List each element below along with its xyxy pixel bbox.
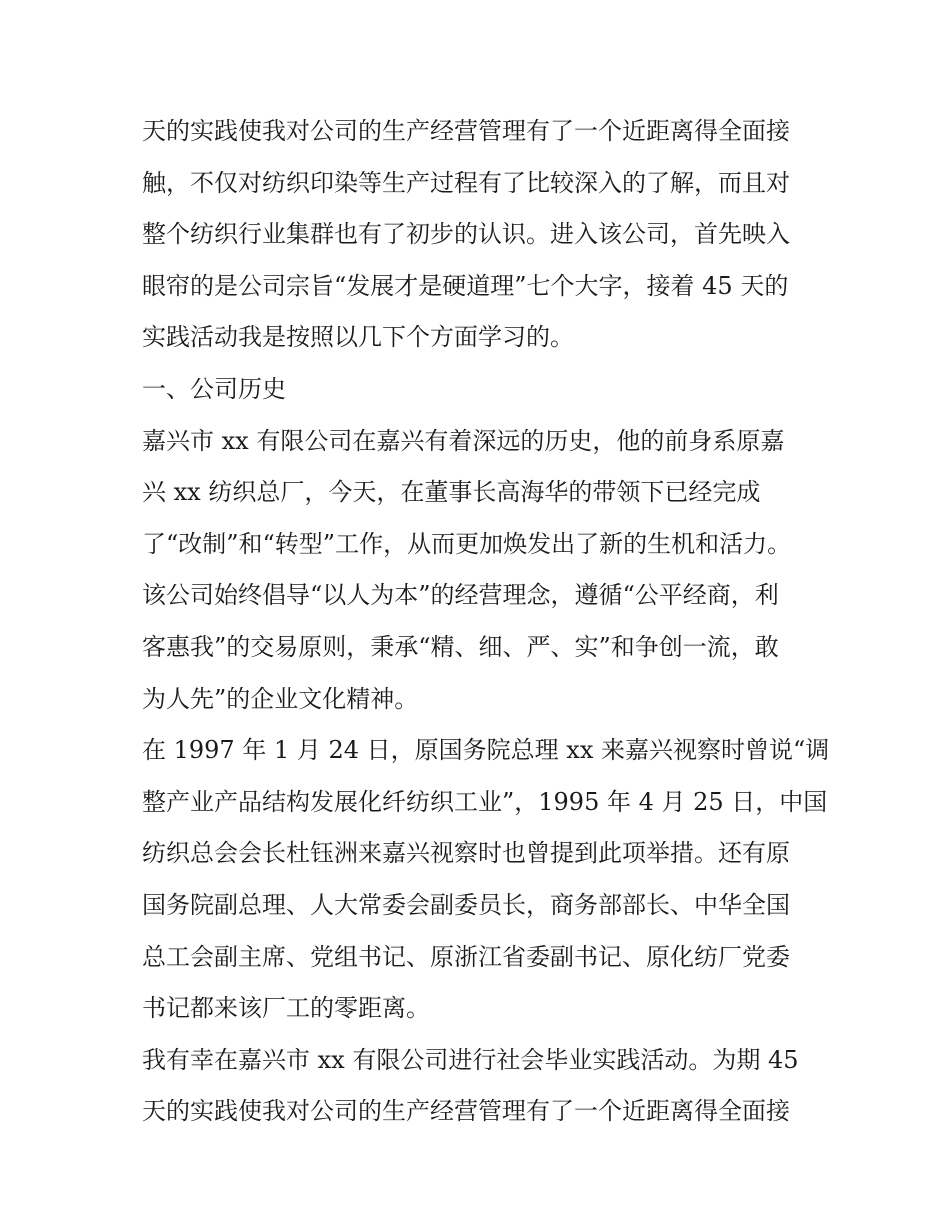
text-line: 眼帘的是公司宗旨“发展才是硬道理”七个大字，接着 45 天的 (142, 271, 789, 300)
text-line: 国务院副总理、人大常委会副委员长，商务部部长、中华全国 (142, 890, 790, 919)
text-line: 为人先”的企业文化精神。 (142, 684, 419, 713)
text-line: 兴 xx 纺织总厂，今天，在董事长高海华的带领下已经完成 (142, 478, 761, 507)
text-line: 客惠我”的交易原则，秉承“精、细、严、实”和争创一流，敢 (142, 632, 779, 661)
text-line: 实践活动我是按照以几下个方面学习的。 (142, 323, 574, 352)
document-body (142, 106, 830, 1138)
text-line: 纺织总会会长杜钰洲来嘉兴视察时也曾提到此项举措。还有原 (142, 839, 790, 868)
text-line: 在 1997 年 1 月 24 日，原国务院总理 xx 来嘉兴视察时曾说“调 (142, 736, 830, 765)
text-line: 整个纺织行业集群也有了初步的认识。进入该公司，首先映入 (142, 220, 790, 249)
text-line: 触，不仅对纺织印染等生产过程有了比较深入的了解，而且对 (142, 168, 790, 197)
text-line: 总工会副主席、党组书记、原浙江省委副书记、原化纺厂党委 (142, 942, 790, 971)
text-line: 嘉兴市 xx 有限公司在嘉兴有着深远的历史，他的前身系原嘉 (142, 426, 785, 455)
text-line: 该公司始终倡导“以人为本”的经营理念，遵循“公平经商，利 (142, 581, 779, 610)
text-line: 我有幸在嘉兴市 xx 有限公司进行社会毕业实践活动。为期 45 (142, 1045, 799, 1074)
section-heading: 一、公司历史 (142, 374, 286, 403)
text-line: 了“改制”和“转型”工作，从而更加焕发出了新的生机和活力。 (142, 529, 792, 558)
text-line: 书记都来该厂工的零距离。 (142, 994, 430, 1023)
text-line: 天的实践使我对公司的生产经营管理有了一个近距离得全面接 (142, 1097, 790, 1126)
text-line: 天的实践使我对公司的生产经营管理有了一个近距离得全面接 (142, 117, 790, 145)
text-line: 整产业产品结构发展化纤纺织工业”，1995 年 4 月 25 日，中国 (142, 787, 828, 816)
